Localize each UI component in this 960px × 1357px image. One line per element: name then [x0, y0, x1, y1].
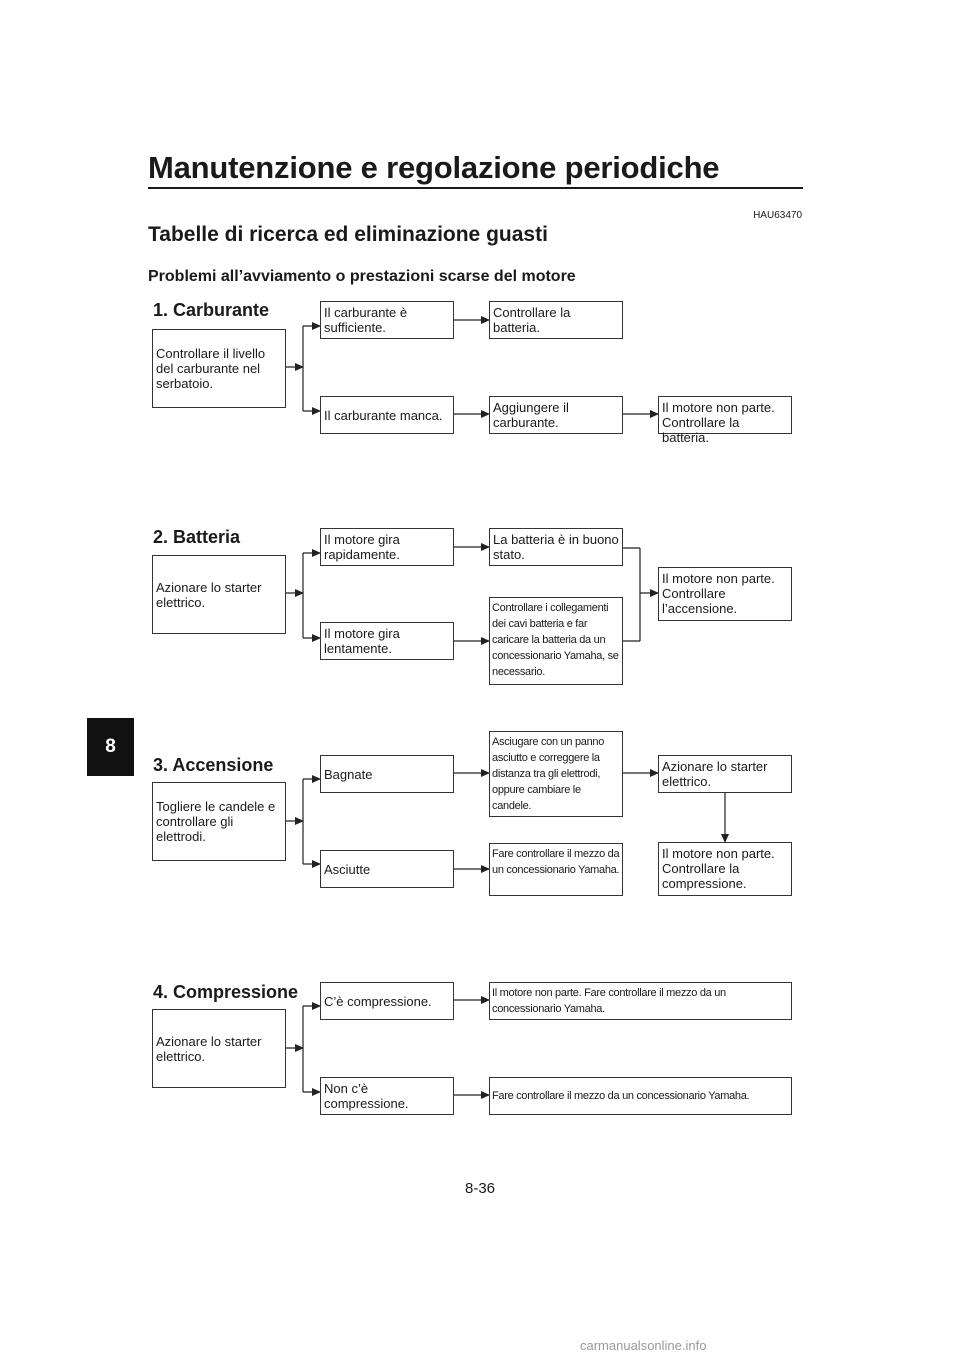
subsection-title: Problemi all’avviamento o prestazioni scarse del motore	[148, 268, 576, 285]
compressione-no-next-box: Fare controllare il mezzo da un concessionario Yamaha.	[489, 1077, 792, 1115]
compressione-no-box: Non c’è compressione.	[320, 1077, 454, 1115]
compressione-yes-next-box: Il motore non parte. Fare controllare il mezzo da un concessionario Yamaha.	[489, 982, 792, 1020]
batteria-final-box: Il motore non parte. Controllare l’accensione.	[658, 567, 792, 621]
batteria-slow-next-box: Controllare i collegamenti dei cavi batteria e far caricare la batteria da un concessionario Yamaha, se necessario.	[489, 597, 623, 685]
carburante-no-next-box: Aggiungere il carburante.	[489, 396, 623, 434]
watermark: carmanualsonline.info	[580, 1338, 707, 1353]
compressione-yes-box: C’è compressione.	[320, 982, 454, 1020]
section-batteria-title: 2. Batteria	[153, 527, 241, 547]
batteria-fast-next-box: La batteria è in buono stato.	[489, 528, 623, 566]
accensione-wet-final-box: Azionare lo starter elettrico.	[658, 755, 792, 793]
carburante-no-box: Il carburante manca.	[320, 396, 454, 434]
chapter-tab: 8	[87, 718, 134, 776]
carburante-yes-box: Il carburante è sufficiente.	[320, 301, 454, 339]
document-code: HAU63470	[753, 210, 802, 221]
accensione-dry-next-box: Fare controllare il mezzo da un concessionario Yamaha.	[489, 843, 623, 896]
batteria-start-box: Azionare lo starter elettrico.	[152, 555, 286, 634]
compressione-start-box: Azionare lo starter elettrico.	[152, 1009, 286, 1088]
carburante-no-final-box: Il motore non parte. Controllare la batteria.	[658, 396, 792, 434]
section-accensione-title: 3. Accensione	[153, 755, 274, 775]
batteria-slow-box: Il motore gira lentamente.	[320, 622, 454, 660]
carburante-start-box: Controllare il livello del carburante nel serbatoio.	[152, 329, 286, 408]
accensione-wet-next-box: Asciugare con un panno asciutto e correggere la distanza tra gli elettrodi, oppure cambiare le candele.	[489, 731, 623, 817]
section-compressione-title: 4. Compressione	[153, 982, 299, 1002]
page-number: 8-36	[464, 1180, 496, 1197]
accensione-final-box: Il motore non parte. Controllare la compressione.	[658, 842, 792, 896]
carburante-yes-next-box: Controllare la batteria.	[489, 301, 623, 339]
accensione-dry-box: Asciutte	[320, 850, 454, 888]
section-carburante-title: 1. Carburante	[153, 300, 270, 320]
page-title: Manutenzione e regolazione periodiche	[148, 150, 720, 185]
batteria-fast-box: Il motore gira rapidamente.	[320, 528, 454, 566]
section-title: Tabelle di ricerca ed eliminazione guasti	[148, 223, 548, 246]
accensione-wet-box: Bagnate	[320, 755, 454, 793]
accensione-start-box: Togliere le candele e controllare gli elettrodi.	[152, 782, 286, 861]
